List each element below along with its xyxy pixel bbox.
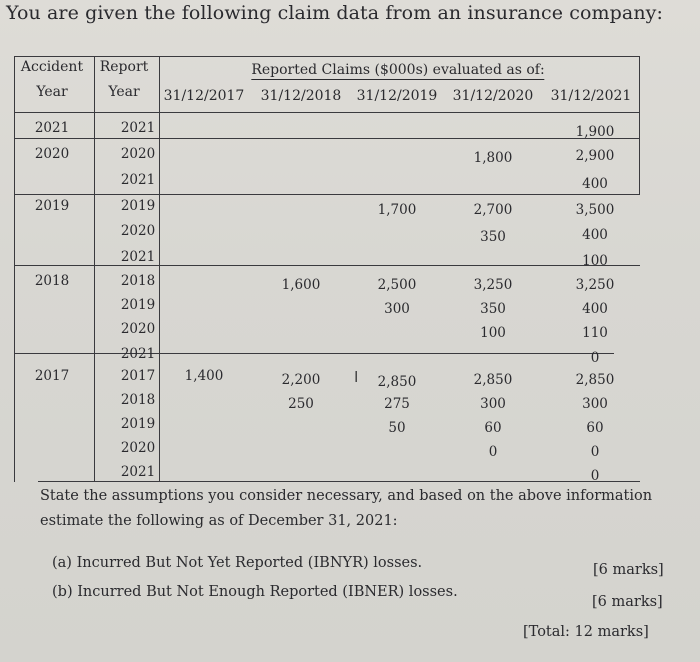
question-b: (b) Incurred But Not Enough Reported (IBNER) losses. <box>52 584 458 600</box>
accident-year-cell: 2018 <box>34 273 70 289</box>
report-year-cell: 2020 <box>120 440 156 456</box>
claim-value-cell: 1,600 <box>281 277 321 293</box>
instructions-line2: estimate the following as of December 31, 2021: <box>40 513 398 529</box>
total-marks: [Total: 12 marks] <box>523 624 649 640</box>
accident-year-cell: 2021 <box>34 120 70 136</box>
claim-value-cell: 0 <box>590 350 600 366</box>
header-report-year: Year <box>108 84 140 100</box>
claim-value-cell: 2,900 <box>575 148 615 164</box>
claims-table <box>14 56 640 482</box>
table-border-right <box>639 56 640 194</box>
report-year-cell: 2021 <box>120 172 156 188</box>
claim-value-cell: 0 <box>590 468 600 484</box>
header-accident-year: Year <box>36 84 68 100</box>
ay2018-divider <box>14 353 614 354</box>
accident-year-cell: 2020 <box>34 146 70 162</box>
header-accident: Accident <box>20 59 84 75</box>
header-date-2017: 31/12/2017 <box>163 88 245 104</box>
claim-value-cell: 1,400 <box>184 368 224 384</box>
accident-year-cell: 2019 <box>34 198 70 214</box>
claim-value-cell: 0 <box>488 444 498 460</box>
ay2020-divider <box>14 194 640 195</box>
claim-value-cell: 300 <box>582 396 608 412</box>
intro-text: You are given the following claim data from an insurance company: <box>6 2 664 24</box>
question-a: (a) Incurred But Not Yet Reported (IBNYR) losses. <box>52 555 423 571</box>
claim-value-cell: 60 <box>586 420 604 436</box>
claim-value-cell: 275 <box>384 396 410 412</box>
accident-year-cell: 2017 <box>34 368 70 384</box>
claim-value-cell: 2,850 <box>575 372 615 388</box>
claim-value-cell: 1,800 <box>473 150 513 166</box>
report-year-cell: 2019 <box>120 416 156 432</box>
report-year-cell: 2021 <box>120 120 156 136</box>
claim-value-cell: 3,250 <box>575 277 615 293</box>
header-date-2019: 31/12/2019 <box>356 88 438 104</box>
claim-value-cell: 400 <box>582 301 608 317</box>
claim-value-cell: 2,700 <box>473 202 513 218</box>
claim-value-cell: 300 <box>480 396 506 412</box>
header-reported-claims: Reported Claims ($000s) evaluated as of: <box>251 62 545 78</box>
claim-value-cell: 400 <box>582 176 608 192</box>
claim-value-cell: 60 <box>484 420 502 436</box>
claim-value-cell: 2,200 <box>281 372 321 388</box>
report-year-cell: 2019 <box>120 297 156 313</box>
table-border-left <box>14 56 15 482</box>
claim-value-cell: 1,900 <box>575 124 615 140</box>
report-year-cell: 2021 <box>120 346 156 362</box>
claim-value-cell: 100 <box>480 325 506 341</box>
claim-value-cell: 300 <box>384 301 410 317</box>
report-year-cell: 2018 <box>120 273 156 289</box>
claim-value-cell: 1,700 <box>377 202 417 218</box>
report-year-cell: 2020 <box>120 321 156 337</box>
ay2019-divider <box>14 265 640 266</box>
report-year-cell: 2017 <box>120 368 156 384</box>
claim-value-cell: 400 <box>582 227 608 243</box>
claim-value-cell: 3,250 <box>473 277 513 293</box>
col-divider-ay <box>94 56 95 482</box>
claim-value-cell: 350 <box>480 229 506 245</box>
ay2021-divider <box>14 138 640 139</box>
report-year-cell: 2019 <box>120 198 156 214</box>
report-year-cell: 2021 <box>120 464 156 480</box>
question-a-marks: [6 marks] <box>593 562 664 578</box>
question-b-marks: [6 marks] <box>592 594 663 610</box>
instructions-line1: State the assumptions you consider necessary, and based on the above information <box>40 488 653 504</box>
claim-value-cell: 350 <box>480 301 506 317</box>
claim-value-cell: 110 <box>582 325 608 341</box>
claim-value-cell: 2,850 <box>473 372 513 388</box>
col-divider-ry <box>159 56 160 482</box>
table-border-bottom <box>38 481 640 482</box>
header-date-2020: 31/12/2020 <box>452 88 534 104</box>
table-border-top <box>14 56 640 57</box>
report-year-cell: 2020 <box>120 223 156 239</box>
report-year-cell: 2020 <box>120 146 156 162</box>
report-year-cell: 2021 <box>120 249 156 265</box>
claim-value-cell: 50 <box>388 420 406 436</box>
header-date-2021: 31/12/2021 <box>550 88 632 104</box>
report-year-cell: 2018 <box>120 392 156 408</box>
claim-value-cell: 100 <box>582 253 608 269</box>
claim-value-cell: 250 <box>288 396 314 412</box>
header-date-2018: 31/12/2018 <box>260 88 342 104</box>
header-report: Report <box>99 59 149 75</box>
claim-value-cell: 3,500 <box>575 202 615 218</box>
header-divider <box>14 112 640 113</box>
claim-value-cell: 2,500 <box>377 277 417 293</box>
claim-value-cell: 0 <box>590 444 600 460</box>
claim-value-cell: 2,850 <box>377 374 417 390</box>
text-cursor-icon: I <box>354 368 359 386</box>
